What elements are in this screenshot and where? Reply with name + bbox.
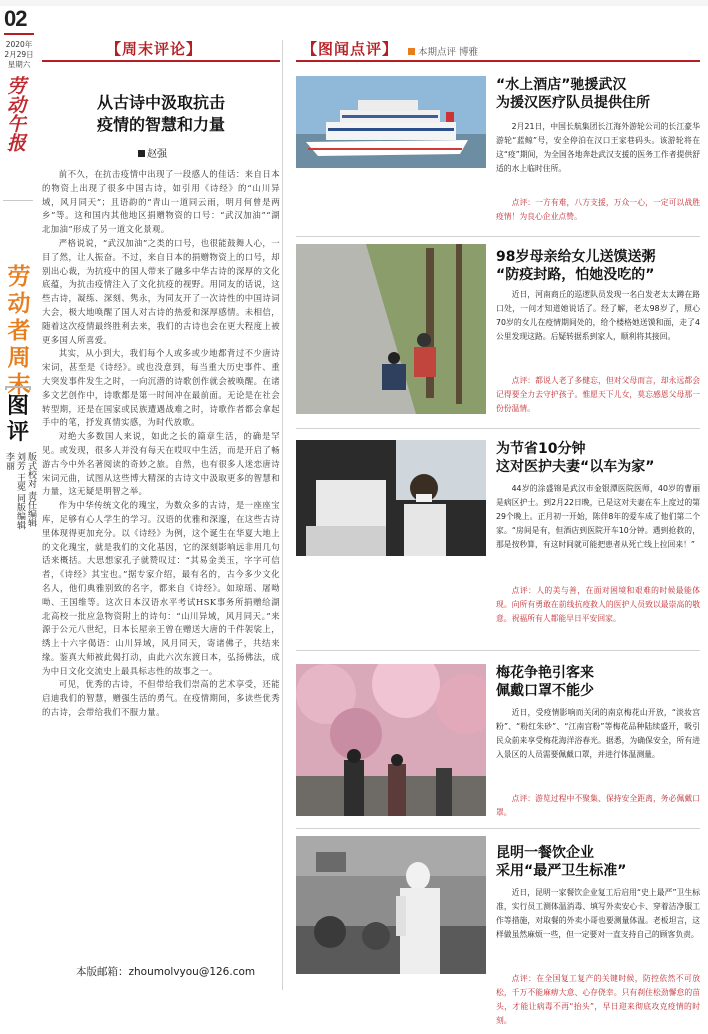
credit-page-editor: 同版编辑 [15,493,25,530]
article-paragraph: 严格说说，“武汉加油”之类的口号，也很能鼓舞人心，一目了然，让人振奋。不过，来自日本的捐赠物资上的口号，却别出心裁，为抗疫中的国人带来了融多中华古诗的深厚的文化底蕴，为抗击疫情注入了文化抗疫的视野。用同友的话说，这些古诗，凝练、深刻、隽永，为同友开了一次诗性的中国诗词大会，极大地唤醒了国人对古诗的热爱和深厚感情。未相信，随着这次疫情最终胜利去来，我们的古诗也会在更大程度上被更多国人所喜爱。 [42,237,280,345]
story-divider [296,828,700,829]
story-kunming-restaurant [296,832,700,1028]
article-body [42,168,280,948]
credit-layout-proof: 版式校对 [26,452,36,488]
story-body: 近日，受疫情影响而关闭的南京梅花山开放，“淡妆宫粉”、“粉红朱砂”、“江南宫粉”等梅花品种陆续盛开，吸引民众前来享受梅花海洋浴春光。据悉，为确保安全，所有进入景区的人员需要佩戴口罩，并进行体温测量。 [496,708,700,759]
story-title-line: 为援汉医疗队员提供住所 [496,95,650,111]
car-interior-illustration [296,440,486,556]
page-number: 02 [4,6,27,31]
cruise-ship-illustration [296,76,486,168]
story-title-line: 这对医护夫妻“以车为家” [496,459,655,475]
edition-title-char: 者 [7,318,31,344]
credit-name: 刘芳 [15,452,25,470]
article-paragraph: 可见，优秀的古诗，不但带给我们崇高的艺术享受，还能启迪我们的智慧，赠强生活的勇气。在疫情期间，多读些优秀的古诗，会带给我们不服力量。 [42,679,280,718]
story-title [496,76,700,112]
plum-blossom-photo [296,664,486,816]
story-divider [296,428,700,429]
issue-date-day: 2月29日 [4,50,34,59]
story-title-line: “水上酒店”驰援武汉 [496,77,627,93]
page-number-rule [4,33,34,35]
article-paragraph: 其实，从小到大，我们每个人或多或少地都背过不少唐诗宋词，甚至是《诗经》。或也没意到，每当重大历史事件、重大突发事件发生之时，一向沉潜的诗歌创作就会被唤醒。在诸多文艺创作中，诗歌都是第一时间冲在最前面。无论是在社会转型期，还是在国家或民族遭遇战难之时，诗歌作者都会拿起手中的笔，抒发真情实感，为时代放歌。 [42,348,280,428]
credit-responsible-editor: 责任编辑 [26,490,36,527]
plum-garden-illustration [296,664,486,816]
story-divider [296,236,700,237]
issue-date-year: 2020年 [5,40,33,49]
column-divider [282,40,283,990]
masthead-column [0,0,36,1034]
story-mother-delivers-food [296,240,700,418]
story-body: 近日，河南商丘的巡逻队员发现一名白发老太太蹲在路口处，一问才知道她说话了。经了解，老太98岁了，照心70岁的女儿在疫情期间处的，给个楼格她送馍和面，走了4公里发现这路。后疑转据系到家人，顺利将其接回。 [496,290,700,341]
story-title-line: 佩戴口罩不能少 [496,683,594,699]
story-comment: 点评：游览过程中不聚集、保持安全距离，务必佩戴口罩。 [496,794,700,817]
story-title [496,248,700,284]
newspaper-logo: 劳动午报 [4,76,26,152]
edition-title-char: 周 [7,345,31,371]
story-title [496,440,700,476]
commentator-label: 本期点评 博雅 [418,47,479,58]
section-heading-photo-commentary: 【图闻点评】 [302,40,399,58]
story-title-line: 采用“最严卫生标准” [496,863,627,879]
edition-title-char: 末 [7,372,31,398]
section-name-char: 评 [6,420,29,445]
byline-square-icon [138,150,145,157]
story-divider [296,650,700,651]
article-paragraph: 对绝大多数国人来说，如此之长的篇章生活，的确是罕见。或发现，很多人并没有每天在哎叹中生活，而是开启了畅游古今中外名著阅读的奇妙之旅。自然，也有很多人迷恋唐诗宋词元曲，试图从这些博大精深的古诗文中汲取更多的智慧和力量，这无疑是明智之举。 [42,431,280,497]
editor-email-line [76,964,255,979]
section-heading-weekend-commentary: 【周末评论】 [106,40,203,58]
roadside-scene-illustration [296,244,486,414]
editor-email-label: 本版邮箱： [76,966,129,978]
photo-commentary-column [296,0,700,1034]
story-comment: 点评：在全国复工复产的关键时候，防控依然不可放松，千万不能麻痹大意、心存侥幸。只有刹住松劲懈怠的苗头，才能让病毒不再“抬头”，早日迎来彻底攻克疫情的时刻。 [496,974,700,1025]
issue-date [3,40,35,70]
article-paragraph: 前不久，在抗击疫情中出现了一段感人的佳话：来自日本的物资上出现了很多中国古诗，如引用《诗经》的“山川异域，风月同天”；且语韵的“青山一道同云雨，明月何曾是两乡”等。这和国内其他地区捐赠物资的口号：“武汉加油”“湖北加油”形成了另一道文化景观。 [42,169,280,235]
cruise-ship-photo [296,76,486,168]
article-paragraph: 作为中华传统文化的瑰宝，为数众多的古诗，是一座座宝库，足够有心人学生的学习。汉语的优雅和深邃，在这些古诗里体现得更加充分。以《诗经》为例，这个诞生在华夏大地上的文化瑰宝，就是我们的文化基因，它的深刻影响远非用几句话来概括。大思想家孔子就赞叹过：“其易金美玉，字字可信者，《诗经》其宝也。”据专家介绍，最有名的，古今多少文化名人，他们典雅别致的名字，都来自《诗经》。如琼瑶、屠呦呦、王国维等。这次日本汉语水平考试HSK事务所捐赠给湖北高校一批应急物资附上的诗句：“山川异域，风月同天。”来源于公元八世纪，日本长屋亲王曾在赠送大唐的千件袈裟上，绣上十六字偈语：山川异域，风月同天，寄诸佛子，共结来缘。鉴真大师被此偈打动，由此六次东渡日本，弘扬佛法，成为中日文化交流史上最具标志性的故事之一。 [42,500,280,676]
article-title-line: 从古诗中汲取抗击 [96,93,225,112]
kitchen-illustration [296,836,486,974]
section-heading-rule [296,60,700,62]
article-title-line: 疫情的智慧和力量 [96,115,225,134]
story-title-line: 为节省10分钟 [496,441,586,457]
story-body: 2月21日，中国长航集团长江海外游轮公司的长江豪华游轮“蓝鲸”号，安全停泊在汉口王家巷码头。该游轮将在这“疫”期间，为全国各地奔赴武汉支援的医务工作者提供舒适的水上临时住所。 [496,122,700,173]
story-body: 近日，昆明一家餐饮企业复工后启用“史上最严”卫生标准，实行员工测体温消毒、填写外卖安心卡、穿着洁净服工作等措施，对取餐的外卖小哥也要测量体温。老板坦言，这样做虽然麻烦一些，但一定要对一直支持自己的顾客负责。 [496,888,700,939]
edition-title-char: 动 [7,291,31,317]
edition-title-char: 劳 [7,264,31,290]
story-body: 44岁的涂盛锦是武汉市金银潭医院医师，40岁的曹丽是病区护士。到2月22日晚，已是这对夫妻在车上度过的第29个晚上。正月初一开始，陈伴8年的爱车成了他们第二个家。“房间是有，但酒店到医院开车10分钟。遇到抢救的，那是按秒算，有这时间就可能把患者从死亡线上拉回来！” [496,484,700,549]
author-name: 赵强 [147,149,167,160]
edition-title [6,264,32,399]
story-comment: 点评：都说人老了多健忘，但对父母而言，却永远都会记得要全力去守护孩子。惟愿天下儿女，莫忘感恩父母那一份份温情。 [496,376,700,413]
article-title [42,92,280,136]
couple-in-car-photo [296,440,486,556]
section-subheading [408,44,478,58]
roadside-mother-photo [296,244,486,414]
story-title [496,664,700,700]
story-title-line: “防疫封路，怕她没吃的” [496,267,655,283]
kitchen-worker-photo [296,836,486,974]
story-title-line: 98岁母亲给女儿送馍送粥 [496,249,656,265]
story-plum-blossoms [296,654,700,824]
article-byline [138,145,167,160]
story-comment: 点评：人的美与善，在面对困境和艰难的时候最能体现。向所有勇敢在前线抗疫救人的医护人员致以最崇高的敬意。祝福所有人都能早日平安回家。 [496,586,700,623]
story-medical-couple-car [296,432,700,650]
editor-credits [2,452,36,532]
section-name-char: 图 [6,394,29,419]
section-bracket [5,386,31,390]
story-comment: 点评：一方有难，八方支援，万众一心，一定可以战胜疫情！为良心企业点赞。 [496,198,700,221]
masthead-divider [3,200,33,201]
story-title-line: 昆明一餐饮企业 [496,845,594,861]
story-title-line: 梅花争艳引客来 [496,665,594,681]
weekend-commentary-column [42,0,280,1034]
editor-email-link[interactable]: zhoumolvyou@126.com [128,966,256,978]
issue-date-weekday: 星期六 [7,60,31,69]
credit-name: 李丽 [4,452,14,470]
section-heading-rule [42,60,280,62]
orange-square-icon [408,48,415,55]
credit-name: 王冕 [15,472,25,491]
story-floating-hotel [296,68,700,238]
story-title [496,844,700,880]
section-name [4,394,32,446]
